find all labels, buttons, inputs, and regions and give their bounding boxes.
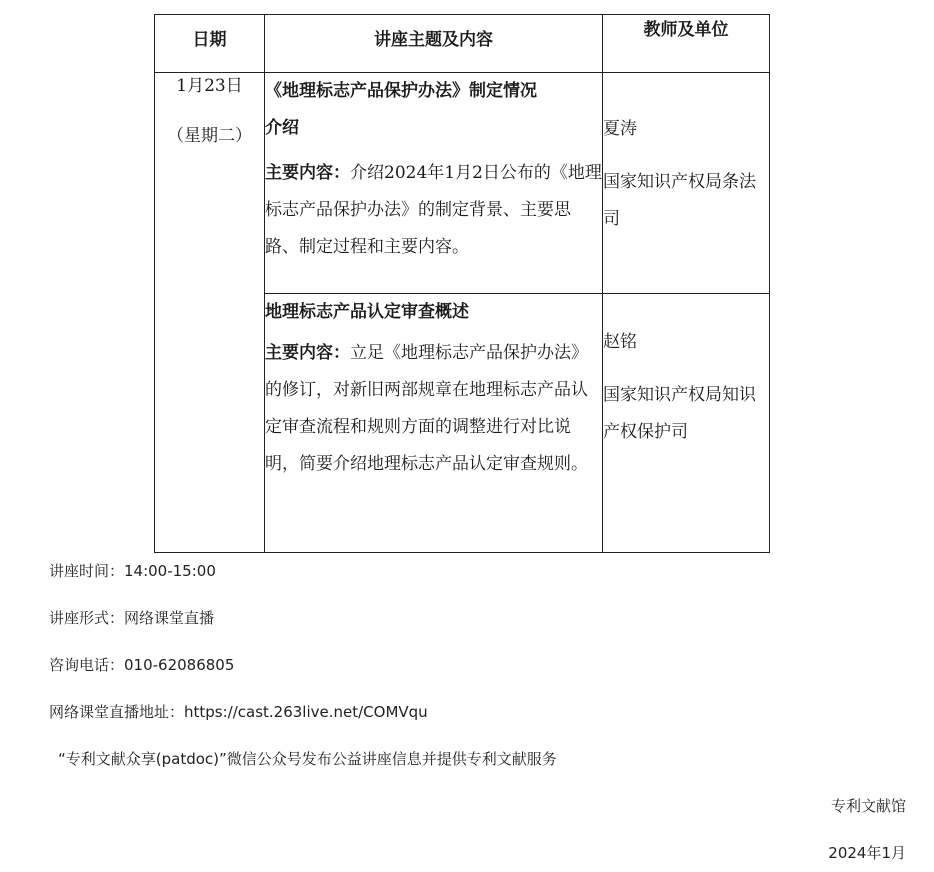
live-url: 网络课堂直播地址：https://cast.263live.net/COMVqu bbox=[49, 703, 428, 721]
topic-cell-2 bbox=[265, 294, 603, 553]
teacher-org: 国家知识产权局知识产权保护司 bbox=[603, 385, 756, 442]
teacher-name: 赵铭 bbox=[603, 332, 637, 352]
date-cell bbox=[155, 73, 265, 553]
signature-date: 2024年1月 bbox=[828, 844, 906, 862]
lecture-format: 讲座形式：网络课堂直播 bbox=[49, 609, 215, 627]
lecture-time: 讲座时间：14:00-15:00 bbox=[49, 562, 216, 580]
teacher-cell-1 bbox=[603, 73, 770, 294]
contact-phone: 咨询电话：010-62086805 bbox=[49, 656, 235, 674]
lecture-content: 主要内容：立足《地理标志产品保护办法》的修订，对新旧两部规章在地理标志产品认定审查流程和规则方面的调整进行对比说明，简要介绍地理标志产品认定审查规则。 bbox=[265, 343, 588, 474]
wechat-notice: “专利文献众享(patdoc)”微信公众号发布公益讲座信息并提供专利文献服务 bbox=[58, 750, 557, 768]
header-date: 日期 bbox=[155, 15, 265, 73]
lecture-title: 《地理标志产品保护办法》制定情况 介绍 bbox=[265, 81, 537, 138]
table-header-row bbox=[155, 15, 770, 73]
table-row bbox=[155, 73, 770, 294]
topic-cell-1 bbox=[265, 73, 603, 294]
content-label: 主要内容： bbox=[265, 163, 350, 183]
header-topic: 讲座主题及内容 bbox=[265, 15, 603, 73]
lecture-title: 地理标志产品认定审查概述 bbox=[265, 302, 469, 322]
content-label: 主要内容： bbox=[265, 343, 350, 363]
teacher-org: 国家知识产权局条法司 bbox=[603, 172, 756, 229]
signature-org: 专利文献馆 bbox=[830, 797, 906, 815]
teacher-cell-2 bbox=[603, 294, 770, 553]
lecture-content: 主要内容：介绍2024年1月2日公布的《地理标志产品保护办法》的制定背景、主要思路、制定过程和主要内容。 bbox=[265, 163, 602, 257]
header-teacher: 教师及单位 bbox=[603, 15, 770, 73]
lecture-date: 1月23日 bbox=[176, 76, 243, 96]
lecture-weekday: （星期二） bbox=[167, 126, 252, 146]
lecture-schedule-table bbox=[154, 14, 770, 553]
teacher-name: 夏涛 bbox=[603, 119, 637, 139]
